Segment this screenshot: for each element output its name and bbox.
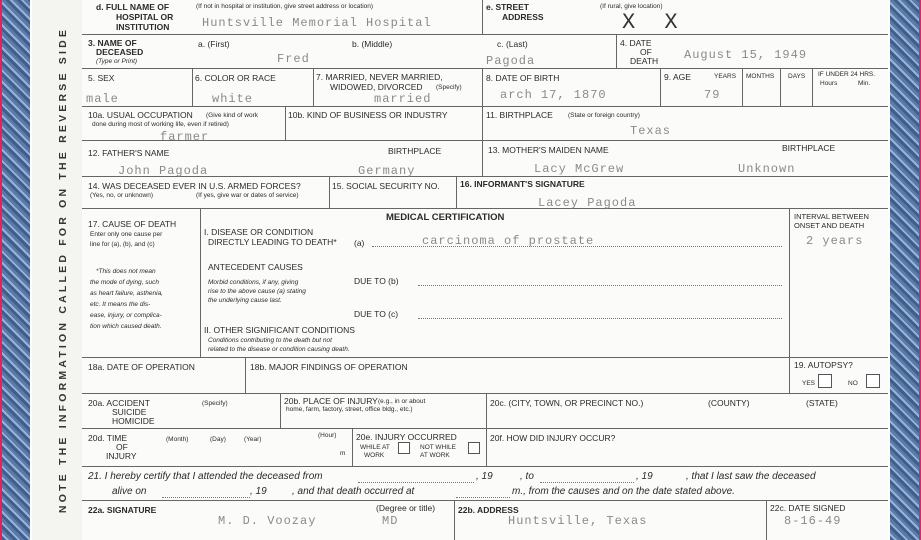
sex-label: 5. SEX: [88, 73, 115, 83]
informant-label: 16. INFORMANT'S SIGNATURE: [460, 179, 585, 189]
certify-line-2a: alive on: [112, 486, 147, 497]
mother-birthplace-value: Unknown: [738, 162, 796, 176]
certify-line-1d: , 19: [636, 471, 653, 482]
while-at-work-checkbox[interactable]: [398, 442, 410, 454]
death-certificate-form: [82, 0, 888, 540]
hospital-label-3: INSTITUTION: [116, 22, 170, 32]
certify-line-2c: , and that death occurred at: [292, 486, 415, 497]
state-label: (STATE): [806, 398, 838, 408]
age-months-label: MONTHS: [746, 73, 775, 80]
degree-label: (Degree or title): [376, 503, 436, 513]
armed-hint-2: (If yes, give war or dates of service): [196, 192, 299, 199]
autopsy-label: 19. AUTOPSY?: [794, 360, 853, 370]
right-border-pattern: [890, 0, 919, 540]
date-signed-value: 8-16-49: [784, 514, 842, 528]
other-hint: Conditions contributing to the death but not: [208, 337, 332, 344]
informant-value: Lacey Pagoda: [538, 196, 637, 210]
married-label-2: WIDOWED, DIVORCED: [330, 82, 423, 92]
morbid-hint-3: the underlying cause last.: [208, 297, 282, 304]
certify-line-2d: m., from the causes and on the date stated above.: [512, 486, 735, 497]
cause-label: 17. CAUSE OF DEATH: [88, 219, 177, 229]
time-injury-label: 20d. TIME: [88, 433, 128, 443]
other-conditions-label: II. OTHER SIGNIFICANT CONDITIONS: [204, 325, 355, 335]
name-label-2: DECEASED: [96, 47, 144, 57]
suicide-label: SUICIDE: [112, 407, 147, 417]
place-injury-label: 20b. PLACE OF INJURY: [284, 396, 378, 406]
birth-date-value: arch 17, 1870: [500, 88, 607, 102]
father-birthplace-label: BIRTHPLACE: [388, 146, 442, 156]
certify-line-1e: , that I last saw the deceased: [686, 471, 816, 482]
first-name-label: a. (First): [198, 39, 230, 49]
place-hint: (e.g., in or about: [378, 398, 426, 405]
morbid-hint: Morbid conditions, if any, giving: [208, 279, 299, 286]
birthplace-value: Texas: [630, 124, 672, 138]
hours-label: Hours: [820, 80, 838, 87]
mother-birthplace-label: BIRTHPLACE: [782, 143, 836, 153]
work-label: WORK: [364, 452, 385, 459]
note-line-2: the mode of dying, such: [90, 279, 160, 286]
interval-label: INTERVAL BETWEEN: [794, 212, 869, 221]
address-value: Huntsville, Texas: [508, 514, 648, 528]
first-name-value: Fred: [277, 52, 310, 66]
death-date-label-2: OF: [640, 47, 652, 57]
married-specify: (Specify): [436, 84, 462, 91]
disease-label: I. DISEASE OR CONDITION: [204, 227, 314, 237]
mother-name-label: 13. MOTHER'S MAIDEN NAME: [488, 145, 609, 155]
how-injury-label: 20f. HOW DID INJURY OCCUR?: [490, 433, 616, 443]
autopsy-yes-label: YES: [802, 380, 816, 387]
accident-label: 20a. ACCIDENT: [88, 398, 150, 408]
signature-value: M. D. Voozay: [218, 514, 317, 528]
day-label: (Day): [210, 436, 226, 443]
father-name-value: John Pagoda: [118, 164, 209, 178]
age-years-label: YEARS: [714, 73, 737, 80]
under-24-label: IF UNDER 24 HRS.: [818, 71, 876, 78]
certify-line-1a: 21. I hereby certify that I attended the deceased from: [88, 471, 323, 482]
hospital-hint: (If not in hospital or institution, give street address or location): [196, 3, 374, 10]
color-label: 6. COLOR OR RACE: [195, 73, 276, 83]
occupation-label: 10a. USUAL OCCUPATION: [88, 110, 193, 120]
note-line-3: as heart failure, asthenia,: [90, 290, 163, 297]
occupation-value: farmer: [160, 130, 210, 144]
occupation-hint: (Give kind of work: [206, 112, 259, 119]
hospital-value: Huntsville Memorial Hospital: [202, 16, 432, 30]
cause-a-label: (a): [354, 238, 365, 248]
middle-name-label: b. (Middle): [352, 39, 393, 49]
hospital-label: d. FULL NAME OF: [96, 2, 170, 12]
name-hint: (Type or Print): [96, 58, 138, 65]
ssn-label: 15. SOCIAL SECURITY NO.: [332, 181, 440, 191]
last-name-label: c. (Last): [497, 39, 528, 49]
address-label: 22b. ADDRESS: [458, 505, 519, 515]
signature-label: 22a. SIGNATURE: [88, 505, 157, 515]
month-label: (Month): [166, 436, 189, 443]
married-label: 7. MARRIED, NEVER MARRIED,: [316, 72, 443, 82]
death-date-label: 4. DATE: [620, 38, 652, 48]
street-label-2: ADDRESS: [502, 12, 544, 22]
while-at-label: WHILE AT: [360, 444, 390, 451]
birth-date-label: 8. DATE OF BIRTH: [486, 73, 560, 83]
cause-hint: Enter only one cause per: [90, 231, 163, 238]
other-hint-2: related to the disease or condition causing death.: [208, 346, 350, 353]
manner-specify: (Specify): [202, 400, 228, 407]
not-at-work-checkbox[interactable]: [468, 442, 480, 454]
due-to-b-label: DUE TO (b): [354, 276, 399, 286]
county-label: (COUNTY): [708, 398, 750, 408]
hospital-label-2: HOSPITAL OR: [116, 12, 174, 22]
business-label: 10b. KIND OF BUSINESS OR INDUSTRY: [288, 110, 448, 120]
married-value: married: [374, 92, 432, 106]
homicide-label: HOMICIDE: [112, 416, 155, 426]
certify-line-1b: , 19: [476, 471, 493, 482]
medical-certification-title: MEDICAL CERTIFICATION: [386, 212, 505, 223]
note-line-4: etc. It means the dis-: [90, 301, 151, 308]
time-injury-label-2: INJURY: [106, 451, 137, 461]
death-date-label-3: DEATH: [630, 56, 659, 66]
note-line-5: ease, injury, or complica-: [90, 312, 162, 319]
armed-forces-label: 14. WAS DECEASED EVER IN U.S. ARMED FORCES?: [88, 181, 301, 191]
sex-value: male: [86, 92, 119, 106]
note-line-1: *This does not mean: [96, 268, 156, 275]
degree-value: MD: [382, 514, 399, 528]
mother-name-value: Lacy McGrew: [534, 162, 625, 176]
at-work-label: AT WORK: [420, 452, 450, 459]
name-label: 3. NAME OF: [88, 38, 137, 48]
autopsy-no-label: NO: [848, 380, 858, 387]
street-label: e. STREET: [486, 2, 529, 12]
father-birthplace-value: Germany: [358, 164, 416, 178]
age-days-label: DAYS: [788, 73, 806, 80]
autopsy-yes-checkbox[interactable]: [818, 374, 832, 388]
armed-hint: (Yes, no, or unknown): [90, 192, 153, 199]
street-hint: (If rural, give location): [600, 3, 663, 10]
last-name-value: Pagoda: [486, 54, 536, 68]
death-date-value: August 15, 1949: [684, 48, 808, 62]
birthplace-hint: (State or foreign country): [568, 112, 640, 119]
interval-value: 2 years: [806, 234, 864, 248]
not-while-label: NOT WHILE: [420, 444, 456, 451]
age-value: 79: [704, 88, 721, 102]
operation-date-label: 18a. DATE OF OPERATION: [88, 362, 195, 372]
time-of-label: OF: [116, 442, 128, 452]
year-label: (Year): [244, 436, 262, 443]
cause-hint-2: line for (a), (b), and (c): [90, 241, 155, 248]
morbid-hint-2: rise to the above cause (a) stating: [208, 288, 306, 295]
certify-line-2b: , 19: [250, 486, 267, 497]
occupation-hint-2: done during most of working life, even if retired): [92, 121, 229, 128]
place-hint-2: home, farm, factory, street, office bldg., etc.): [286, 406, 413, 413]
color-value: white: [212, 92, 254, 106]
cause-a-value: carcinoma of prostate: [422, 234, 595, 248]
injury-occurred-label: 20e. INJURY OCCURRED: [356, 432, 457, 442]
certify-line-1c: , to: [520, 471, 534, 482]
left-border-pattern: [2, 0, 30, 540]
date-signed-label: 22c. DATE SIGNED: [770, 503, 846, 513]
m-label: m: [340, 450, 346, 457]
due-to-c-label: DUE TO (c): [354, 309, 399, 319]
antecedent-label: ANTECEDENT CAUSES: [208, 262, 303, 272]
street-value: X X: [622, 10, 686, 35]
note-line-6: tion which caused death.: [90, 323, 162, 330]
reverse-side-note: NOTE THE INFORMATION CALLED FOR ON THE REVERSE SIDE: [57, 26, 69, 514]
autopsy-no-checkbox[interactable]: [866, 374, 880, 388]
city-label: 20c. (CITY, TOWN, OR PRECINCT NO.): [490, 398, 644, 408]
birthplace-label: 11. BIRTHPLACE: [486, 110, 553, 120]
father-name-label: 12. FATHER'S NAME: [88, 148, 170, 158]
hour-label: (Hour): [318, 432, 337, 439]
interval-label-2: ONSET AND DEATH: [794, 221, 865, 230]
disease-label-2: DIRECTLY LEADING TO DEATH*: [208, 237, 337, 247]
min-label: Min.: [858, 80, 871, 87]
age-label: 9. AGE: [664, 72, 691, 82]
findings-label: 18b. MAJOR FINDINGS OF OPERATION: [250, 362, 408, 372]
